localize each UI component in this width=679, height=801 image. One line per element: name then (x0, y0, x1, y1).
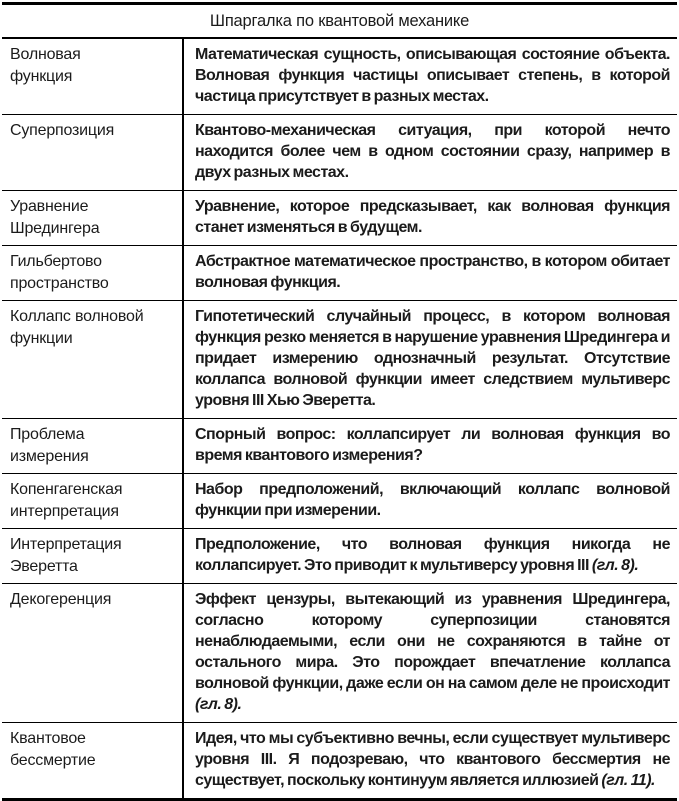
definition-text: Квантово-механическая ситуация, при которой нечто находится более чем в одном состоянии сразу, например в двух разных местах. (195, 122, 670, 181)
chapter-reference: (гл. 8). (588, 557, 639, 574)
term-cell (2, 584, 183, 723)
definition-cell (183, 584, 677, 723)
chapter-reference: (гл. 8). (195, 696, 242, 713)
term-label: Квантовое бессмертие (10, 730, 96, 769)
term-cell (2, 474, 183, 529)
definition-cell (183, 115, 677, 191)
definition-cell (183, 191, 677, 246)
definition-text: Эффект цензуры, вытекающий из уравнения Шредингера, согласно которому суперпозиции становятся ненаблюдаемыми, если они не сохраняются в тайне от остального мира. Это порождает впечатление коллапса волновой функции, даже если он на самом деле не происходит (195, 591, 670, 692)
definition-text: Абстрактное математическое пространство, в котором обитает волновая функция. (195, 253, 670, 291)
definition-cell (183, 301, 677, 419)
term-label: Гильбертово пространство (10, 253, 109, 292)
table-row (2, 191, 677, 246)
definition-cell (183, 419, 677, 474)
table-row (2, 301, 677, 419)
term-cell (2, 115, 183, 191)
table-row (2, 246, 677, 301)
definition-cell (183, 38, 677, 115)
term-label: Волновая функция (10, 46, 81, 85)
table-row (2, 529, 677, 584)
term-cell (2, 529, 183, 584)
definition-text: Спорный вопрос: коллапсирует ли волновая функция во время квантового измерения? (195, 426, 670, 464)
term-label: Коллапс волновой функции (10, 308, 144, 347)
definition-text: Идея, что мы субъективно вечны, если существует мультиверс уровня III. Я подозреваю, что квантового бессмертия не существует, поскольку континуум является иллюзией (195, 730, 670, 789)
definition-text: Уравнение, которое предсказывает, как волновая функция станет изменяться в будущем. (195, 198, 670, 236)
definition-cell (183, 529, 677, 584)
definition-cell (183, 246, 677, 301)
table-row (2, 584, 677, 723)
term-label: Декогеренция (10, 591, 112, 608)
definition-text: Гипотетический случайный процесс, в котором волновая функция резко меняется в нарушение уравнения Шредингера и придает измерению однозначный результат. Отсутствие коллапса волновой функции имеет следствием мультиверс уровня III Хью Эверетта. (195, 308, 670, 409)
quantum-mechanics-cheatsheet-table (2, 2, 677, 801)
term-label: Копенгагенская интерпретация (10, 481, 123, 520)
term-label: Суперпозиция (10, 122, 115, 139)
table-title-row (2, 4, 677, 39)
term-cell (2, 419, 183, 474)
term-cell (2, 191, 183, 246)
term-label: Проблема измерения (10, 426, 89, 465)
table-row (2, 474, 677, 529)
definition-text: Набор предположений, включающий коллапс волновой функции при измерении. (195, 481, 670, 519)
definition-text: Предположение, что волновая функция никогда не коллапсирует. Это приводит к мультиверсу уровня III (195, 536, 670, 574)
table-row (2, 419, 677, 474)
term-label: Уравнение Шредингера (10, 198, 100, 237)
chapter-reference: (гл. 11). (598, 772, 655, 789)
definition-cell (183, 723, 677, 800)
term-cell (2, 246, 183, 301)
page-title: Шпаргалка по квантовой механике (2, 4, 677, 39)
table-row (2, 115, 677, 191)
term-cell (2, 38, 183, 115)
definition-text: Математическая сущность, описывающая состояние объекта. Волновая функция частицы описывает степень, в которой частица присутствует в разных местах. (195, 46, 670, 105)
term-label: Интерпретация Эверетта (10, 536, 122, 575)
term-cell (2, 301, 183, 419)
table-row (2, 723, 677, 800)
definition-cell (183, 474, 677, 529)
table-row (2, 38, 677, 115)
term-cell (2, 723, 183, 800)
